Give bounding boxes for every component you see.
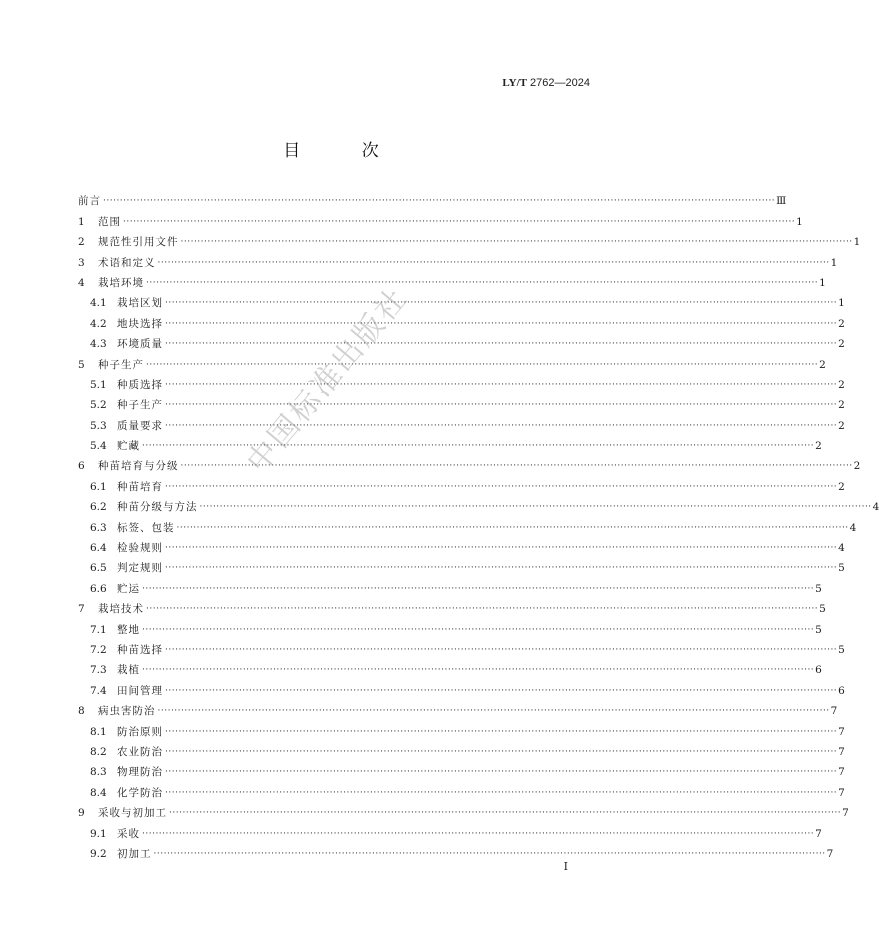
toc-entry[interactable] [78, 310, 845, 330]
toc-entry-label [78, 684, 163, 698]
toc-entry-page: 4 [872, 501, 879, 514]
toc-entry[interactable] [78, 657, 822, 677]
toc-leader-dots: ········································································································································································································ [199, 502, 872, 513]
toc-entry-label [78, 317, 163, 331]
toc-entry-number: 6.6 [90, 582, 107, 595]
toc-leader-dots: ········································································································································································································ [165, 726, 838, 737]
toc-entry[interactable] [78, 412, 845, 432]
standard-number: 2762—2024 [530, 77, 590, 89]
toc-entry-label [78, 827, 140, 841]
toc-entry-label [78, 215, 121, 229]
toc-leader-dots: ········································································································································································································ [146, 359, 819, 370]
toc-leader-dots: ········································································································································································································ [169, 808, 842, 819]
toc-entry[interactable] [78, 270, 826, 290]
toc-entry[interactable] [78, 372, 845, 392]
toc-entry-label [78, 194, 101, 208]
toc-entry[interactable] [78, 453, 861, 473]
toc-entry-label [78, 786, 163, 800]
toc-entry-page: 7 [838, 725, 845, 738]
toc-entry-title: 种质选择 [117, 378, 163, 391]
toc-entry-number: 9.2 [90, 847, 107, 860]
toc-entry-title: 检验规则 [117, 542, 163, 555]
toc-entry-page: 1 [838, 297, 845, 310]
toc-entry-number: 6 [78, 460, 85, 473]
toc-leader-dots: ········································································································································································································ [146, 277, 819, 288]
toc-entry-label [78, 582, 140, 596]
toc-entry-title: 病虫害防治 [98, 705, 156, 718]
toc-entry-number: 8.4 [90, 786, 107, 799]
toc-entry[interactable] [78, 514, 857, 534]
toc-entry-label [78, 459, 179, 473]
toc-entry-page: 6 [815, 664, 822, 677]
toc-entry-title: 标签、包装 [117, 521, 175, 534]
toc-entry-label [78, 602, 144, 616]
toc-leader-dots: ········································································································································································································ [146, 604, 819, 615]
toc-entry-title: 整地 [117, 623, 140, 636]
toc-entry-label [78, 725, 163, 739]
toc-entry-label [78, 521, 175, 535]
toc-entry-number: 6.4 [90, 542, 107, 555]
toc-entry-label [78, 806, 167, 820]
toc-entry-number: 6.5 [90, 562, 107, 575]
toc-entry-number: 4.2 [90, 317, 107, 330]
toc-entry-number: 9 [78, 807, 85, 820]
toc-entry-page: Ⅲ [776, 195, 787, 208]
toc-leader-dots: ········································································································································································································ [165, 379, 838, 390]
toc-entry-title: 前言 [78, 195, 101, 208]
toc-entry-label [78, 663, 140, 677]
toc-entry-number: 4.3 [90, 338, 107, 351]
toc-leader-dots: ········································································································································································································ [142, 441, 815, 452]
toc-entry-page: 7 [838, 745, 845, 758]
toc-entry-page: 6 [838, 684, 845, 697]
toc-entry-number: 7.2 [90, 643, 107, 656]
toc-entry-label [78, 480, 163, 494]
toc-leader-dots: ········································································································································································································ [180, 461, 853, 472]
toc-entry[interactable] [78, 433, 822, 453]
toc-entry-page: 1 [819, 276, 826, 289]
toc-leader-dots: ········································································································································································································ [165, 543, 838, 554]
toc-entry-title: 采收 [117, 827, 140, 840]
toc-entry-page: 2 [819, 358, 826, 371]
toc-entry-number: 7.3 [90, 664, 107, 677]
toc-entry-number: 8.3 [90, 766, 107, 779]
toc-entry-label [78, 745, 163, 759]
toc-entry-number: 7 [78, 603, 85, 616]
toc-entry-label [78, 847, 152, 861]
toc-entry-label [78, 439, 140, 453]
toc-entry-number: 8 [78, 705, 85, 718]
toc-leader-dots: ········································································································································································································ [176, 522, 849, 533]
toc-entry-page: 2 [838, 419, 845, 432]
toc-entry-title: 农业防治 [117, 745, 163, 758]
toc-entry-label [78, 276, 144, 290]
toc-entry-title: 判定规则 [117, 562, 163, 575]
toc-entry-page: 7 [838, 766, 845, 779]
toc-entry-page: 7 [826, 847, 834, 860]
toc-entry[interactable] [78, 637, 845, 657]
toc-entry-page: 4 [849, 521, 857, 534]
toc-leader-dots: ········································································································································································································ [165, 339, 838, 350]
toc-entry-label [78, 358, 144, 372]
toc-entry-page: 2 [838, 317, 845, 330]
toc-entry-number: 1 [78, 215, 85, 228]
toc-entry-title: 栽植 [117, 664, 140, 677]
toc-leader-dots: ········································································································································································································ [165, 420, 838, 431]
toc-entry[interactable] [78, 616, 822, 636]
toc-entry-number: 7.4 [90, 684, 107, 697]
toc-leader-dots: ········································································································································································································ [165, 767, 838, 778]
toc-entry-page: 5 [838, 562, 845, 575]
toc-entry-title: 贮运 [117, 582, 140, 595]
toc-entry-title: 术语和定义 [98, 256, 156, 269]
toc-entry-page: 4 [838, 542, 845, 555]
toc-entry-number: 5.4 [90, 440, 107, 453]
toc-entry-page: 2 [815, 440, 822, 453]
toc-leader-dots: ········································································································································································································ [165, 318, 838, 329]
toc-entry-page: 2 [838, 480, 845, 493]
toc-entry[interactable] [78, 473, 845, 493]
toc-entry-page: 2 [838, 378, 845, 391]
toc-entry-number: 5.1 [90, 378, 107, 391]
toc-entry[interactable] [78, 249, 838, 269]
toc-entry-label [78, 643, 163, 657]
toc-entry-page: 1 [796, 215, 803, 228]
toc-leader-dots: ········································································································································································································ [165, 787, 838, 798]
toc-leader-dots: ········································································································································································································ [142, 665, 815, 676]
toc-entry-number: 7.1 [90, 623, 107, 636]
standard-code [502, 77, 590, 89]
toc-entry-title: 贮藏 [117, 440, 140, 453]
toc-entry-number: 6.3 [90, 521, 107, 534]
toc-leader-dots: ········································································································································································································ [142, 624, 815, 635]
toc-entry-page: 5 [819, 603, 826, 616]
toc-leader-dots: ········································································································································································································ [103, 196, 776, 207]
toc-entry-title: 种苗选择 [117, 643, 163, 656]
toc-entry[interactable] [78, 392, 845, 412]
toc-entry-title: 环境质量 [117, 338, 163, 351]
toc-entry-title: 化学防治 [117, 786, 163, 799]
toc-leader-dots: ········································································································································································································ [142, 828, 815, 839]
toc-entry-page: 5 [815, 623, 822, 636]
toc-entry[interactable] [78, 290, 845, 310]
toc-entry-title: 田间管理 [117, 684, 163, 697]
table-of-contents [78, 188, 879, 861]
toc-entry-title: 规范性引用文件 [98, 236, 179, 249]
toc-entry[interactable] [78, 677, 845, 697]
toc-entry-number: 6.1 [90, 480, 107, 493]
toc-entry[interactable] [78, 535, 845, 555]
toc-entry-title: 种子生产 [98, 358, 144, 371]
toc-entry-title: 物理防治 [117, 766, 163, 779]
toc-entry[interactable] [78, 208, 803, 228]
toc-entry-page: 1 [830, 256, 838, 269]
toc-entry-number: 2 [78, 236, 85, 249]
toc-entry-number: 8.1 [90, 725, 107, 738]
toc-entry-title: 栽培环境 [98, 276, 144, 289]
toc-entry-label [78, 235, 179, 249]
toc-entry[interactable] [78, 351, 826, 371]
toc-entry-title: 初加工 [117, 847, 152, 860]
toc-entry[interactable] [78, 718, 845, 738]
toc-entry[interactable] [78, 698, 838, 718]
toc-entry[interactable] [78, 494, 879, 514]
toc-entry[interactable] [78, 229, 861, 249]
toc-leader-dots: ········································································································································································································ [165, 400, 838, 411]
toc-entry-page: 1 [853, 236, 861, 249]
toc-entry-page: 7 [830, 705, 838, 718]
toc-entry-label [78, 337, 163, 351]
toc-entry-label [78, 256, 156, 270]
toc-entry-label [78, 561, 163, 575]
toc-entry-page: 2 [853, 460, 861, 473]
toc-entry-title: 种苗培育 [117, 480, 163, 493]
toc-entry-label [78, 541, 163, 555]
toc-entry[interactable] [78, 188, 787, 208]
toc-entry-number: 4.1 [90, 297, 107, 310]
toc-entry[interactable] [78, 841, 834, 861]
toc-entry-title: 地块选择 [117, 317, 163, 330]
page-number: I [563, 860, 568, 873]
toc-entry[interactable] [78, 331, 845, 351]
toc-entry-title: 种子生产 [117, 399, 163, 412]
toc-entry-title: 种苗分级与方法 [117, 501, 198, 514]
toc-entry-title: 防治原则 [117, 725, 163, 738]
toc-entry[interactable] [78, 800, 849, 820]
toc-entry-number: 5 [78, 358, 85, 371]
toc-entry-title: 质量要求 [117, 419, 163, 432]
toc-entry-number: 9.1 [90, 827, 107, 840]
toc-leader-dots: ········································································································································································································ [165, 685, 838, 696]
toc-entry-title: 种苗培育与分级 [98, 460, 179, 473]
toc-entry-label [78, 378, 163, 392]
toc-entry[interactable] [78, 820, 822, 840]
toc-entry[interactable] [78, 759, 845, 779]
toc-entry-number: 8.2 [90, 745, 107, 758]
toc-entry-number: 4 [78, 276, 85, 289]
toc-leader-dots: ········································································································································································································ [157, 257, 830, 268]
toc-leader-dots: ········································································································································································································ [157, 706, 830, 717]
toc-entry-title: 栽培技术 [98, 603, 144, 616]
toc-entry[interactable] [78, 596, 826, 616]
toc-leader-dots: ········································································································································································································ [165, 746, 838, 757]
toc-entry-number: 3 [78, 256, 85, 269]
toc-entry-label [78, 419, 163, 433]
toc-leader-dots: ········································································································································································································ [165, 481, 838, 492]
page-title: 目 次 [283, 141, 407, 161]
toc-entry-label [78, 500, 198, 514]
toc-entry-label [78, 296, 163, 310]
toc-entry-label [78, 704, 156, 718]
toc-entry[interactable] [78, 555, 845, 575]
toc-entry-page: 2 [838, 399, 845, 412]
toc-leader-dots: ········································································································································································································ [142, 583, 815, 594]
toc-leader-dots: ········································································································································································································ [123, 216, 796, 227]
toc-entry[interactable] [78, 575, 822, 595]
standard-prefix: LY/T [502, 77, 527, 89]
toc-leader-dots: ········································································································································································································ [180, 237, 853, 248]
toc-entry-number: 5.3 [90, 419, 107, 432]
toc-entry-page: 5 [815, 582, 822, 595]
toc-entry-number: 5.2 [90, 399, 107, 412]
toc-entry-page: 7 [842, 807, 849, 820]
toc-entry-title: 范围 [98, 215, 121, 228]
toc-leader-dots: ········································································································································································································ [153, 848, 826, 859]
toc-entry-label [78, 398, 163, 412]
toc-entry-number: 6.2 [90, 501, 107, 514]
toc-entry-page: 5 [838, 643, 845, 656]
toc-entry-title: 采收与初加工 [98, 807, 167, 820]
toc-entry[interactable] [78, 739, 845, 759]
toc-entry-page: 7 [838, 786, 845, 799]
publisher-watermark: 中国标准出版社 [240, 280, 416, 480]
toc-leader-dots: ········································································································································································································ [165, 563, 838, 574]
toc-entry-label [78, 765, 163, 779]
toc-entry-title: 栽培区划 [117, 297, 163, 310]
toc-leader-dots: ········································································································································································································ [165, 298, 838, 309]
toc-leader-dots: ········································································································································································································ [165, 644, 838, 655]
toc-entry[interactable] [78, 779, 845, 799]
toc-entry-label [78, 623, 140, 637]
toc-entry-page: 2 [838, 338, 845, 351]
toc-entry-page: 7 [815, 827, 822, 840]
